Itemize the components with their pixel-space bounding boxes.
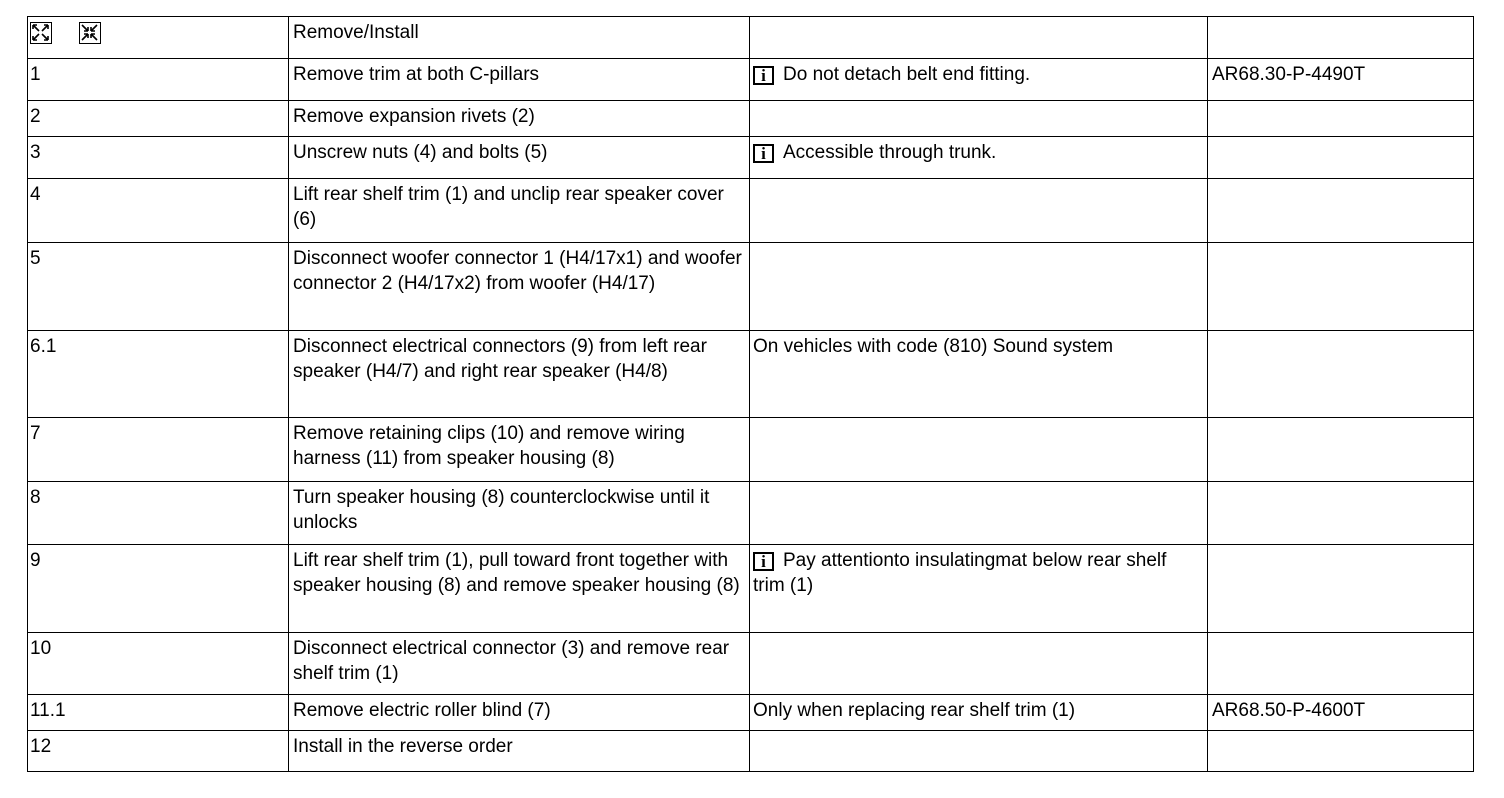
step-row xyxy=(28,695,1474,731)
step-action: Lift rear shelf trim (1) and unclip rear speaker cover (6) xyxy=(289,179,750,243)
step-reference-link xyxy=(1208,545,1474,633)
step-action: Remove expansion rivets (2) xyxy=(289,101,750,137)
step-row xyxy=(28,418,1474,482)
step-row xyxy=(28,101,1474,137)
step-note-cell xyxy=(750,731,1208,772)
step-note-cell xyxy=(750,243,1208,331)
header-note-cell xyxy=(750,17,1208,59)
step-note-cell xyxy=(750,482,1208,545)
step-note-cell xyxy=(750,633,1208,695)
step-action: Lift rear shelf trim (1), pull toward front together with speaker housing (8) and remove speaker housing (8) xyxy=(289,545,750,633)
collapse-arrows-icon[interactable] xyxy=(79,22,101,44)
step-reference-link xyxy=(1208,418,1474,482)
step-row xyxy=(28,137,1474,179)
step-action: Disconnect electrical connector (3) and remove rear shelf trim (1) xyxy=(289,633,750,695)
step-reference-link[interactable]: AR68.30-P-4490T xyxy=(1208,59,1474,101)
header-row xyxy=(28,17,1474,59)
step-number: 2 xyxy=(28,101,289,137)
step-reference-link xyxy=(1208,179,1474,243)
step-note: On vehicles with code (810) Sound system xyxy=(753,336,1114,357)
step-row xyxy=(28,482,1474,545)
step-number: 12 xyxy=(28,731,289,772)
step-row xyxy=(28,731,1474,772)
step-reference-link xyxy=(1208,243,1474,331)
step-note: Do not detach belt end fitting. xyxy=(783,64,1031,85)
step-reference-link xyxy=(1208,633,1474,695)
step-row xyxy=(28,633,1474,695)
step-number: 5 xyxy=(28,243,289,331)
step-note-cell xyxy=(750,179,1208,243)
step-note-cell xyxy=(750,418,1208,482)
step-note-cell xyxy=(750,137,1208,179)
step-note: Accessible through trunk. xyxy=(783,142,997,163)
procedure-table xyxy=(27,16,1474,772)
header-title: Remove/Install xyxy=(289,17,750,59)
step-number: 10 xyxy=(28,633,289,695)
step-number: 11.1 xyxy=(28,695,289,731)
step-row xyxy=(28,59,1474,101)
expand-arrows-icon[interactable] xyxy=(30,22,52,44)
step-note-cell xyxy=(750,695,1208,731)
step-action: Disconnect woofer connector 1 (H4/17x1) and woofer connector 2 (H4/17x2) from woofer (H4/17) xyxy=(289,243,750,331)
info-icon xyxy=(753,144,774,163)
step-note-cell xyxy=(750,545,1208,633)
step-reference-link xyxy=(1208,731,1474,772)
step-row xyxy=(28,179,1474,243)
step-number: 6.1 xyxy=(28,331,289,418)
step-number: 9 xyxy=(28,545,289,633)
info-icon xyxy=(753,552,774,571)
step-action: Remove trim at both C-pillars xyxy=(289,59,750,101)
header-ref-cell xyxy=(1208,17,1474,59)
step-action: Disconnect electrical connectors (9) from left rear speaker (H4/7) and right rear speaker (H4/8) xyxy=(289,331,750,418)
step-note-cell xyxy=(750,101,1208,137)
step-note-cell xyxy=(750,331,1208,418)
step-reference-link xyxy=(1208,137,1474,179)
step-reference-link xyxy=(1208,482,1474,545)
step-reference-link xyxy=(1208,101,1474,137)
header-icons-cell xyxy=(28,17,289,59)
step-action: Remove retaining clips (10) and remove wiring harness (11) from speaker housing (8) xyxy=(289,418,750,482)
step-action: Unscrew nuts (4) and bolts (5) xyxy=(289,137,750,179)
step-note: Pay attentionto insulatingmat below rear shelf trim (1) xyxy=(753,550,1167,596)
step-note-cell xyxy=(750,59,1208,101)
step-row xyxy=(28,331,1474,418)
step-number: 7 xyxy=(28,418,289,482)
step-number: 3 xyxy=(28,137,289,179)
step-number: 1 xyxy=(28,59,289,101)
step-row xyxy=(28,243,1474,331)
step-number: 4 xyxy=(28,179,289,243)
step-reference-link xyxy=(1208,331,1474,418)
info-icon xyxy=(753,66,774,85)
step-action: Turn speaker housing (8) counterclockwise until it unlocks xyxy=(289,482,750,545)
step-reference-link[interactable]: AR68.50-P-4600T xyxy=(1208,695,1474,731)
step-row xyxy=(28,545,1474,633)
step-number: 8 xyxy=(28,482,289,545)
step-note: Only when replacing rear shelf trim (1) xyxy=(753,700,1076,721)
step-action: Remove electric roller blind (7) xyxy=(289,695,750,731)
step-action: Install in the reverse order xyxy=(289,731,750,772)
